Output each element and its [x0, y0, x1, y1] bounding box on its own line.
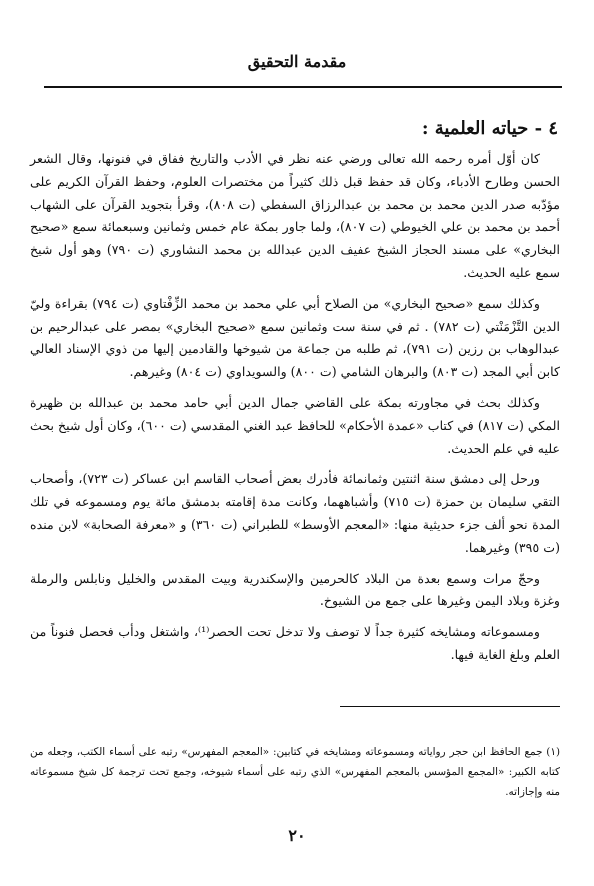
- paragraph: وحجّ مرات وسمع بعدة من البلاد كالحرمين والإسكندرية وبيت المقدس والخليل ونابلس والرملة وغزة وبلاد اليمن وغيرها على جمع من الشيوخ.: [30, 570, 560, 609]
- body-text: [30, 148, 560, 675]
- paragraph: وكذلك سمع «صحيح البخاري» من الصلاح أبي علي محمد بن محمد الزِّفْتاوي (ت ٧٩٤) بقراءة وليّ الدين التَّزْمَنْتي (ت ٧٨٢) . ثم في سنة ست وثمانين سمع «صحيح البخاري» بمصر على عبدالرحيم بن عبدالوهاب بن رزين (ت ٧٩١)، ثم طلبه من جماعة من شيوخها والقادمين إليها من ذوي الإسناد العالي كابن أبي المجد (ت ٨٠٣) والبرهان الشامي (ت ٨٠٠) والسويداوي (ت ٨٠٤) وغيرهم.: [30, 295, 561, 380]
- running-header: مقدمة التحقيق: [247, 52, 347, 71]
- header-divider: [44, 86, 562, 88]
- paragraph: وكذلك بحث في مجاورته بمكة على القاضي جمال الدين أبي حامد محمد بن عبدالله بن ظهيرة المكي (ت ٨١٧) في كتاب «عمدة الأحكام» للحافظ عبد الغني المقدسي (ت ٦٠٠)، وكان أول شيخ بحث عليه في علم الحديث.: [30, 394, 560, 456]
- page-number: ٢٠: [288, 826, 306, 845]
- footnote: (١) جمع الحافظ ابن حجر رواياته ومسموعاته ومشايخه في كتابين: «المعجم المفهرس» رتبه على أسماء الكتب، وجعله من كتابه الكبير: «المجمع المؤسس بالمعجم المفهرس» الذي رتبه على أسماء شيوخه، وجمع تحت ترجمة كل شيخ مسموعاته منه وإجازاته.: [30, 746, 560, 798]
- paragraph: ورحل إلى دمشق سنة اثنتين وثمانمائة فأدرك بعض أصحاب القاسم ابن عساكر (ت ٧٢٣)، وأصحاب التقي سليمان بن حمزة (ت ٧١٥) وأشباههما، وكانت مدة إقامته بدمشق مائة يوم ومسموعه في تلك المدة نحو ألف جزء حديثية منها: «المعجم الأوسط» للطبراني (ت ٣٦٠) و «معرفة الصحابة» لابن منده (ت ٣٩٥) وغيرهما.: [30, 471, 560, 555]
- paragraph: ومسموعاته ومشايخه كثيرة جداً لا توصف ولا تدخل تحت الحصر⁽¹⁾، واشتغل ودأب فحصل فنوناً من العلم وبلغ الغاية فيها.: [30, 624, 560, 662]
- section-heading: ٤ - حياته العلمية :: [421, 118, 558, 139]
- paragraph: كان أوّل أمره رحمه الله تعالى ورضي عنه نظر في الأدب والتاريخ ففاق في فنونها، وقال الشعر الحسن وطارح الأدباء، وكان قد حفظ قبل ذلك كثيراً من مختصرات العلوم، وحفظ القرآن الكريم على مؤدّبه صدر الدين محمد بن محمد بن عبدالرزاق السفطي (ت ٨٠٨)، وقرأ بتجويد القرآن على الشهاب أحمد بن محمد بن علي الخيوطي (ت ٨٠٧)، ولما جاور بمكة عام خمس وثمانين وسبعمائة سمع «صحيح البخاري» على مسند الحجاز الشيخ عفيف الدين عبدالله بن محمد النشاوري (ت ٧٩٠) وهو أول شيخ سمع عليه الحديث.: [30, 151, 560, 280]
- footnote-divider: [340, 706, 560, 707]
